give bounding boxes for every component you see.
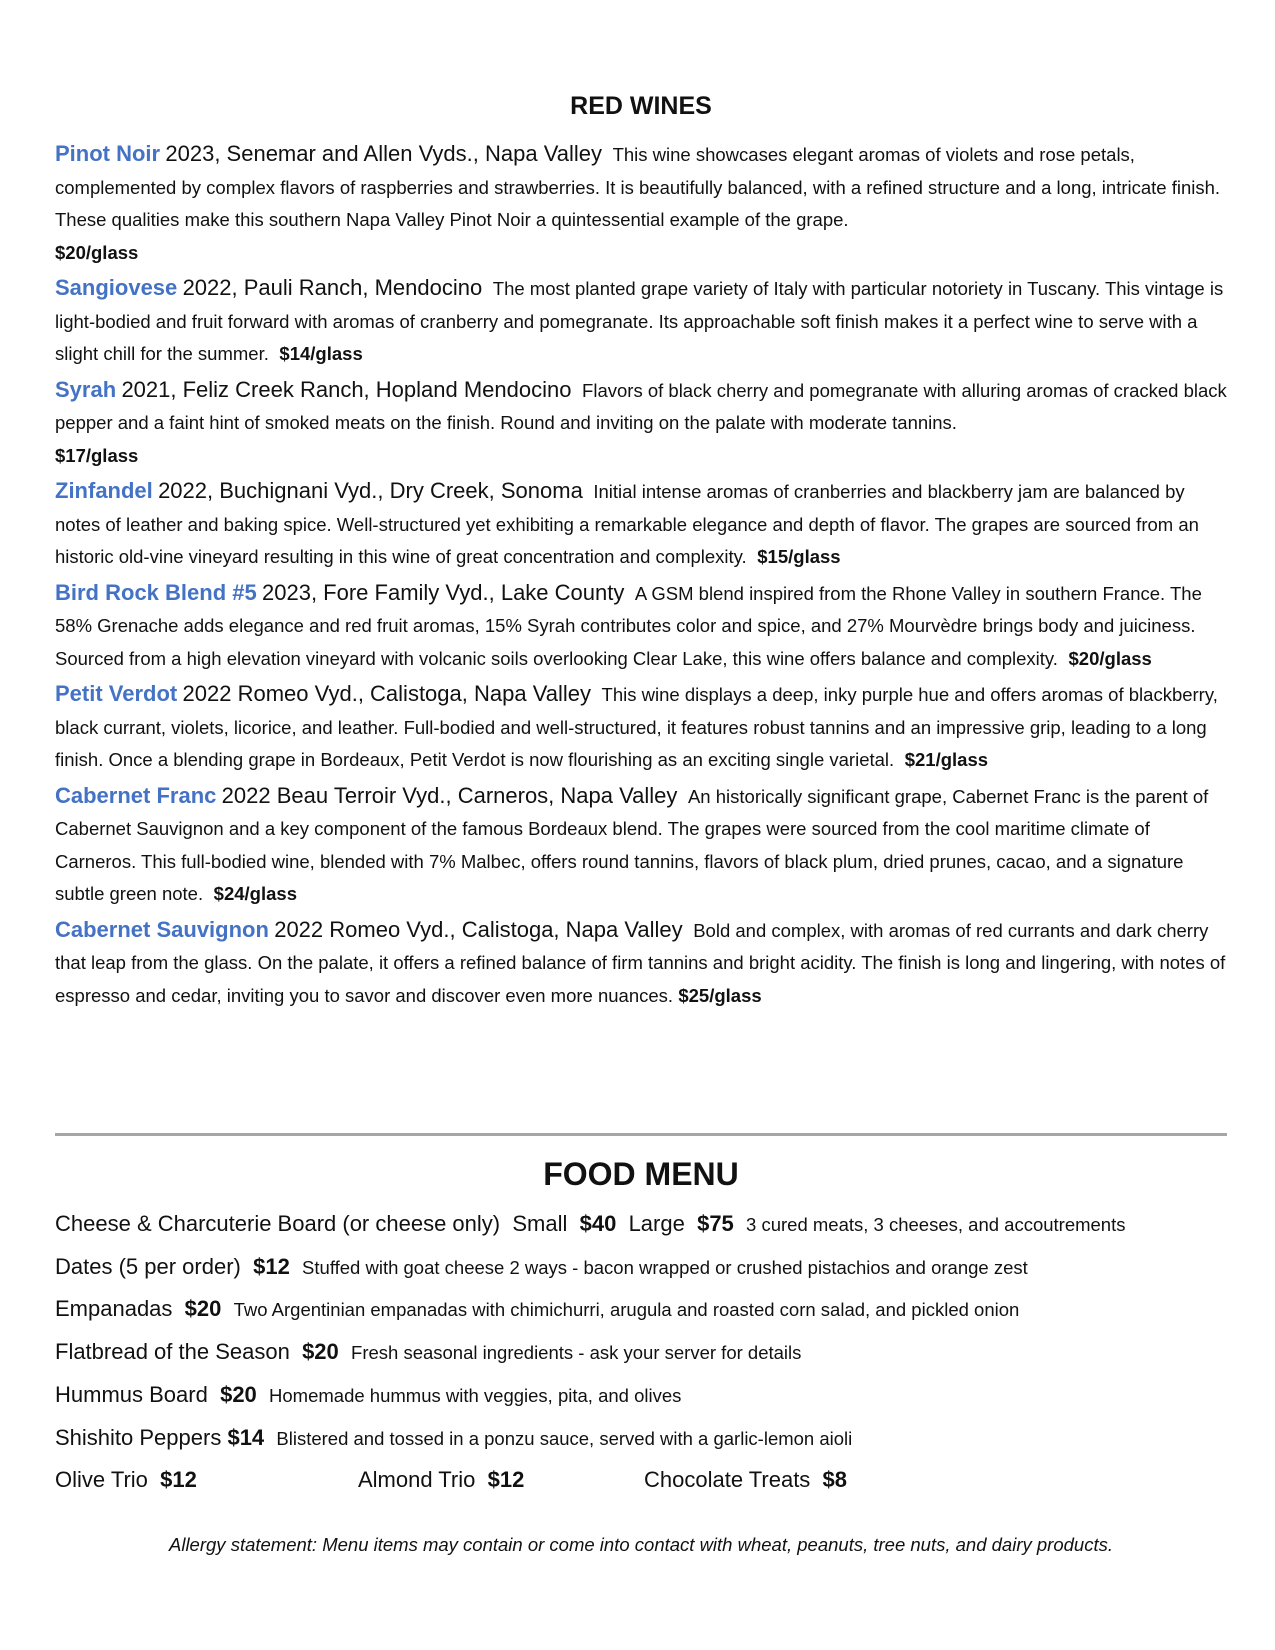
wine-price: $24/glass <box>213 883 297 904</box>
food-description: Two Argentinian empanadas with chimichurri, arugula and roasted corn salad, and pickled onion <box>233 1299 1020 1321</box>
wine-price: $17/glass <box>55 444 139 466</box>
food-price: $20 <box>302 1339 339 1365</box>
wine-description: Bold and complex, with aromas of red currants and dark cherry that leap from the glass. On the palate, it offers a refined balance of firm tannins and bright acidity. The finish is long and lingering, with notes of espresso and cedar, inviting you to savor and discover even more nuances. <box>55 919 1226 1006</box>
wine-detail: 2022, Buchignani Vyd., Dry Creek, Sonoma <box>158 478 583 503</box>
wine-detail: 2022, Pauli Ranch, Mendocino <box>182 275 483 300</box>
food-name: Shishito Peppers <box>55 1424 222 1450</box>
wine-name: Cabernet Sauvignon <box>55 916 269 942</box>
wine-item-cabernet-sauvignon <box>55 914 1227 1013</box>
food-price-small: $40 <box>579 1211 617 1236</box>
wine-description: This wine showcases elegant aromas of violets and rose petals, complemented by complex flavors of raspberries and strawberries. It is beautifully balanced, with a refined structure and a long, intricate finish. These qualities make this southern Napa Valley Pinot Noir a quintessential example of the grape. <box>55 144 1221 230</box>
food-description: Blistered and tossed in a ponzu sauce, served with a garlic-lemon aioli <box>276 1427 853 1449</box>
extra-name: Chocolate Treats <box>644 1467 811 1493</box>
wine-name: Pinot Noir <box>55 141 161 166</box>
food-name: Cheese & Charcuterie Board (or cheese only) <box>55 1211 501 1236</box>
food-price: $20 <box>184 1296 222 1322</box>
wine-name: Bird Rock Blend #5 <box>55 579 257 605</box>
food-item-board <box>55 1203 1227 1246</box>
wine-description: This wine displays a deep, inky purple hue and offers aromas of blackberry, black currant, violets, licorice, and leather. Full-bodied and well-structured, it features robust tannins and an impressive grip, leading to a long finish. Once a blending grape in Bordeaux, Petit Verdot is now flourishing as an exciting single varietal. <box>55 684 1218 770</box>
food-description: Fresh seasonal ingredients - ask your server for details <box>351 1342 802 1364</box>
wine-name: Zinfandel <box>55 478 153 503</box>
wine-description: Flavors of black cherry and pomegranate with alluring aromas of cracked black pepper and a faint hint of smoked meats on the finish. Round and inviting on the palate with moderate tannins. <box>55 379 1227 433</box>
food-size-small: Small <box>512 1211 568 1236</box>
wine-item-bird-rock-blend <box>55 577 1227 676</box>
food-name: Dates (5 per order) <box>55 1253 241 1279</box>
extra-item-olive-trio <box>55 1459 197 1501</box>
wine-name: Petit Verdot <box>55 681 178 706</box>
extras-row <box>55 1459 1227 1501</box>
wine-detail: 2022 Beau Terroir Vyd., Carneros, Napa Valley <box>221 782 678 808</box>
extra-price: $12 <box>487 1467 525 1493</box>
wine-item-sangiovese <box>55 272 1227 371</box>
extra-name: Almond Trio <box>358 1467 476 1493</box>
food-price-large: $75 <box>697 1211 734 1236</box>
food-item-hummus <box>55 1374 1227 1417</box>
wine-price: $20/glass <box>1068 647 1152 669</box>
wine-price: $15/glass <box>757 546 841 567</box>
wine-price: $14/glass <box>279 343 363 364</box>
wine-name: Syrah <box>55 376 117 402</box>
wine-detail: 2022 Romeo Vyd., Calistoga, Napa Valley <box>274 916 683 942</box>
food-item-shishito <box>55 1417 1227 1460</box>
allergy-statement: Allergy statement: Menu items may contain or come into contact with wheat, peanuts, tree nuts, and dairy products. <box>169 1534 1113 1555</box>
wine-item-syrah <box>55 374 1227 473</box>
wine-detail: 2022 Romeo Vyd., Calistoga, Napa Valley <box>182 681 591 706</box>
food-price: $12 <box>253 1253 290 1279</box>
food-description: Stuffed with goat cheese 2 ways - bacon wrapped or crushed pistachios and orange zest <box>302 1256 1028 1278</box>
extra-item-almond-trio <box>358 1459 524 1501</box>
wine-item-pinot-noir <box>55 138 1227 269</box>
extra-price: $8 <box>822 1467 848 1493</box>
section-divider <box>55 1133 1227 1136</box>
food-name: Empanadas <box>55 1296 173 1322</box>
wine-item-cabernet-franc <box>55 780 1227 911</box>
wine-description: Initial intense aromas of cranberries and blackberry jam are balanced by notes of leather and baking spice. Well-structured yet exhibiting a remarkable elegance and depth of flavor. The grapes are sourced from an historic old-vine vineyard resulting in this wine of great concentration and complexity. <box>55 481 1199 567</box>
food-list <box>55 1203 1227 1501</box>
extra-item-chocolate-treats <box>644 1459 847 1501</box>
wine-description: A GSM blend inspired from the Rhone Valley in southern France. The 58% Grenache adds elegance and red fruit aromas, 15% Syrah contributes color and spice, and 27% Mourvèdre brings body and juiciness. Sourced from a high elevation vineyard with volcanic soils overlooking Clear Lake, this wine offers balance and complexity. <box>55 582 1202 669</box>
extra-name: Olive Trio <box>55 1467 148 1493</box>
red-wines-title: RED WINES <box>570 92 712 120</box>
wine-item-zinfandel <box>55 475 1227 574</box>
wine-price: $20/glass <box>55 241 139 263</box>
wine-price: $21/glass <box>904 749 989 770</box>
wine-detail: 2023, Senemar and Allen Vyds., Napa Valley <box>165 141 602 166</box>
wine-name: Sangiovese <box>55 275 178 300</box>
wine-description: An historically significant grape, Cabernet Franc is the parent of Cabernet Sauvignon and a key component of the famous Bordeaux blend. The grapes were sourced from the cool maritime climate of Carneros. This full-bodied wine, blended with 7% Malbec, offers round tannins, flavors of black plum, dried prunes, cacao, and a signature subtle green note. <box>55 785 1209 904</box>
food-description: 3 cured meats, 3 cheeses, and accoutrements <box>746 1214 1126 1235</box>
food-name: Hummus Board <box>55 1381 208 1407</box>
wine-price: $25/glass <box>678 984 762 1006</box>
food-item-dates <box>55 1246 1227 1289</box>
food-description: Homemade hummus with veggies, pita, and olives <box>269 1384 682 1406</box>
food-price: $14 <box>227 1424 265 1450</box>
wine-detail: 2023, Fore Family Vyd., Lake County <box>262 579 625 605</box>
food-item-empanadas <box>55 1288 1227 1331</box>
food-name: Flatbread of the Season <box>55 1339 290 1365</box>
wine-detail: 2021, Feliz Creek Ranch, Hopland Mendocino <box>121 376 572 402</box>
wine-description: The most planted grape variety of Italy with particular notoriety in Tuscany. This vintage is light-bodied and fruit forward with aromas of cranberry and pomegranate. Its approachable soft finish makes it a perfect wine to serve with a slight chill for the summer. <box>55 278 1224 364</box>
extra-price: $12 <box>160 1467 197 1493</box>
wine-name: Cabernet Franc <box>55 782 217 808</box>
wine-item-petit-verdot <box>55 678 1227 777</box>
food-menu-title: FOOD MENU <box>543 1156 739 1192</box>
food-size-large: Large <box>628 1211 685 1236</box>
wine-list <box>55 138 1227 1015</box>
food-item-flatbread <box>55 1331 1227 1374</box>
food-price: $20 <box>220 1381 257 1407</box>
